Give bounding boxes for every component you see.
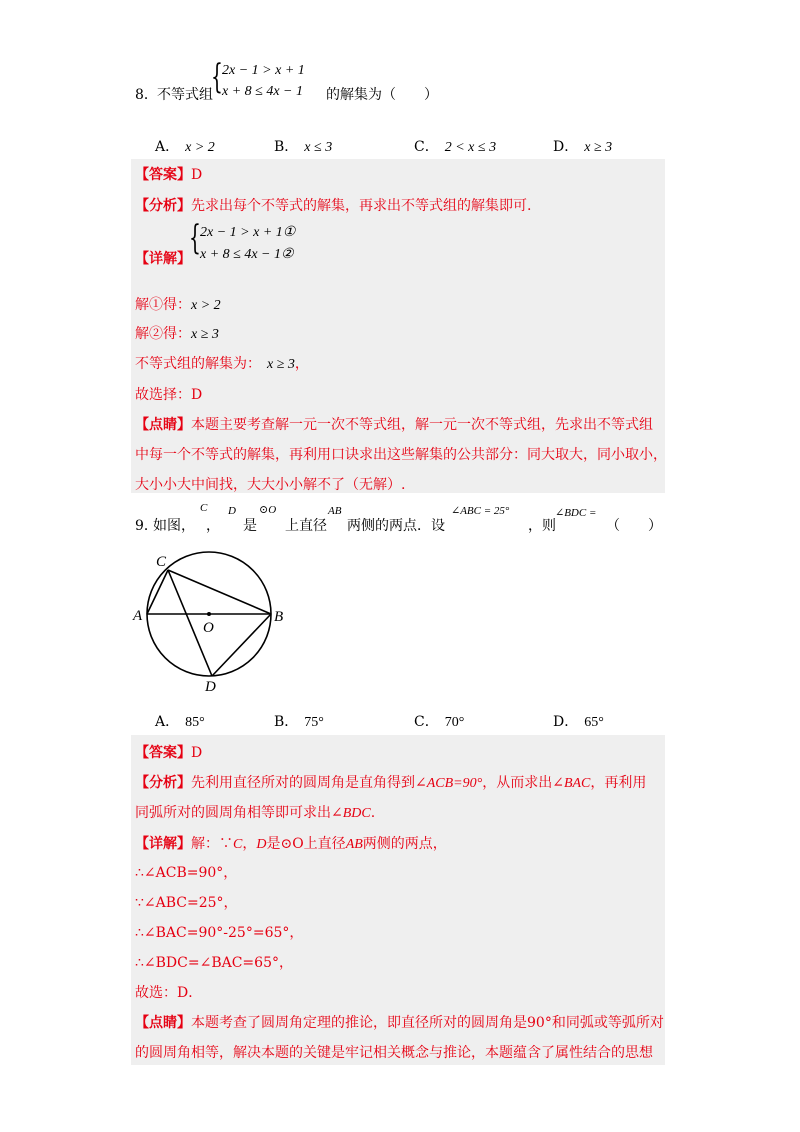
- q8-option-a: A． x > 2: [155, 139, 215, 155]
- q8-step1: 解①得：x > 2: [135, 297, 221, 313]
- q8-detail-sys1: 2x − 1 > x + 1①: [200, 225, 296, 240]
- q9-analysis-line1: 【分析】先利用直径所对的圆周角是直角得到∠ACB=90°，从而求出∠BAC，再利用: [135, 775, 647, 791]
- q9-circle-o: ⊙O: [259, 504, 277, 516]
- center-point-o: [207, 612, 211, 616]
- q8-option-c: C． 2 < x ≤ 3: [414, 139, 497, 155]
- q9-number: 9．: [135, 518, 158, 534]
- q9-step1: ∴∠ACB=90°，: [135, 865, 238, 881]
- q8-step2: 解②得：x ≥ 3: [135, 326, 219, 342]
- label-b: B: [274, 609, 284, 625]
- q9-choose: 故选：D．: [135, 985, 203, 1001]
- q8-analysis-line: 【分析】先求出每个不等式的解集，再求出不等式组的解集即可.: [135, 198, 532, 214]
- q9-answer-line: 【答案】D: [135, 745, 203, 761]
- label-o: O: [203, 620, 214, 636]
- q8-comment-line2: 中每一个不等式的解集，再利用口诀求出这些解集的公共部分：同大取大，同小取小，: [135, 447, 667, 463]
- q9-stem-b: 是: [243, 518, 257, 534]
- q9-comma: ，: [206, 518, 220, 534]
- q8-system-line2: x + 8 ≤ 4x − 1: [222, 84, 304, 99]
- q9-given: ∠ABC = 25°: [451, 505, 510, 517]
- label-c: C: [156, 554, 167, 570]
- q9-ask: ∠BDC =: [555, 507, 597, 519]
- q8-comment-line3: 大小小大中间找，大大小小解不了（无解）.: [135, 477, 406, 493]
- q8-system-brace: {: [211, 57, 223, 97]
- label-d: D: [205, 679, 216, 695]
- q9-analysis-line2: 同弧所对的圆周角相等即可求出∠BDC.: [135, 805, 376, 821]
- q9-paren: （ ）: [606, 518, 662, 534]
- q8-option-d: D． x ≥ 3: [553, 139, 613, 155]
- q9-option-a: A． 85°: [155, 714, 205, 730]
- q8-step3: 不等式组的解集为： x ≥ 3，: [135, 356, 309, 372]
- q8-answer-line: 【答案】D: [135, 167, 203, 183]
- q8-detail-brace: {: [189, 218, 201, 258]
- q9-stem-d: 两侧的两点．设: [347, 518, 445, 534]
- q9-step4: ∴∠BDC=∠BAC=65°，: [135, 955, 293, 971]
- segment-ca: [147, 570, 168, 614]
- q8-stem-prefix: 不等式组: [157, 87, 213, 103]
- label-a: A: [133, 608, 143, 624]
- q8-stem-suffix: 的解集为（ ）: [326, 87, 438, 103]
- q9-stem-e: ，则: [528, 518, 556, 534]
- q8-system-line1: 2x − 1 > x + 1: [222, 63, 305, 78]
- q9-option-b: B． 75°: [274, 714, 324, 730]
- q9-comment-line1: 【点睛】本题考查了圆周角定理的推论，即直径所对的圆周角是90°和同弧或等弧所对: [135, 1015, 664, 1031]
- q9-var-c: C: [200, 502, 208, 514]
- q9-comment-line2: 的圆周角相等，解决本题的关键是牢记相关概念与推论，本题蕴含了属性结合的思想: [135, 1045, 653, 1061]
- q8-option-b: B． x ≤ 3: [274, 139, 333, 155]
- q9-stem-c: 上直径: [285, 518, 327, 534]
- q9-stem-a: 如图，: [153, 518, 195, 534]
- q9-var-ab: AB: [328, 505, 342, 517]
- q8-detail-sys2: x + 8 ≤ 4x − 1②: [200, 247, 294, 262]
- q8-detail-label: 【详解】: [135, 251, 191, 267]
- q9-option-c: C． 70°: [414, 714, 465, 730]
- q9-detail-line: 【详解】解：∵C，D是⊙O上直径AB两侧的两点，: [135, 836, 447, 852]
- q9-option-d: D． 65°: [553, 714, 604, 730]
- q9-step3: ∴∠BAC=90°-25°=65°，: [135, 925, 304, 941]
- q8-number: 8．: [135, 87, 158, 103]
- q9-var-d: D: [228, 505, 236, 517]
- q8-comment-line1: 【点睛】本题主要考查解一元一次不等式组，解一元一次不等式组，先求出不等式组: [135, 417, 653, 433]
- q9-step2: ∵∠ABC=25°，: [135, 895, 238, 911]
- q9-circle-figure: [128, 548, 298, 696]
- q8-choose: 故选择：D: [135, 387, 203, 403]
